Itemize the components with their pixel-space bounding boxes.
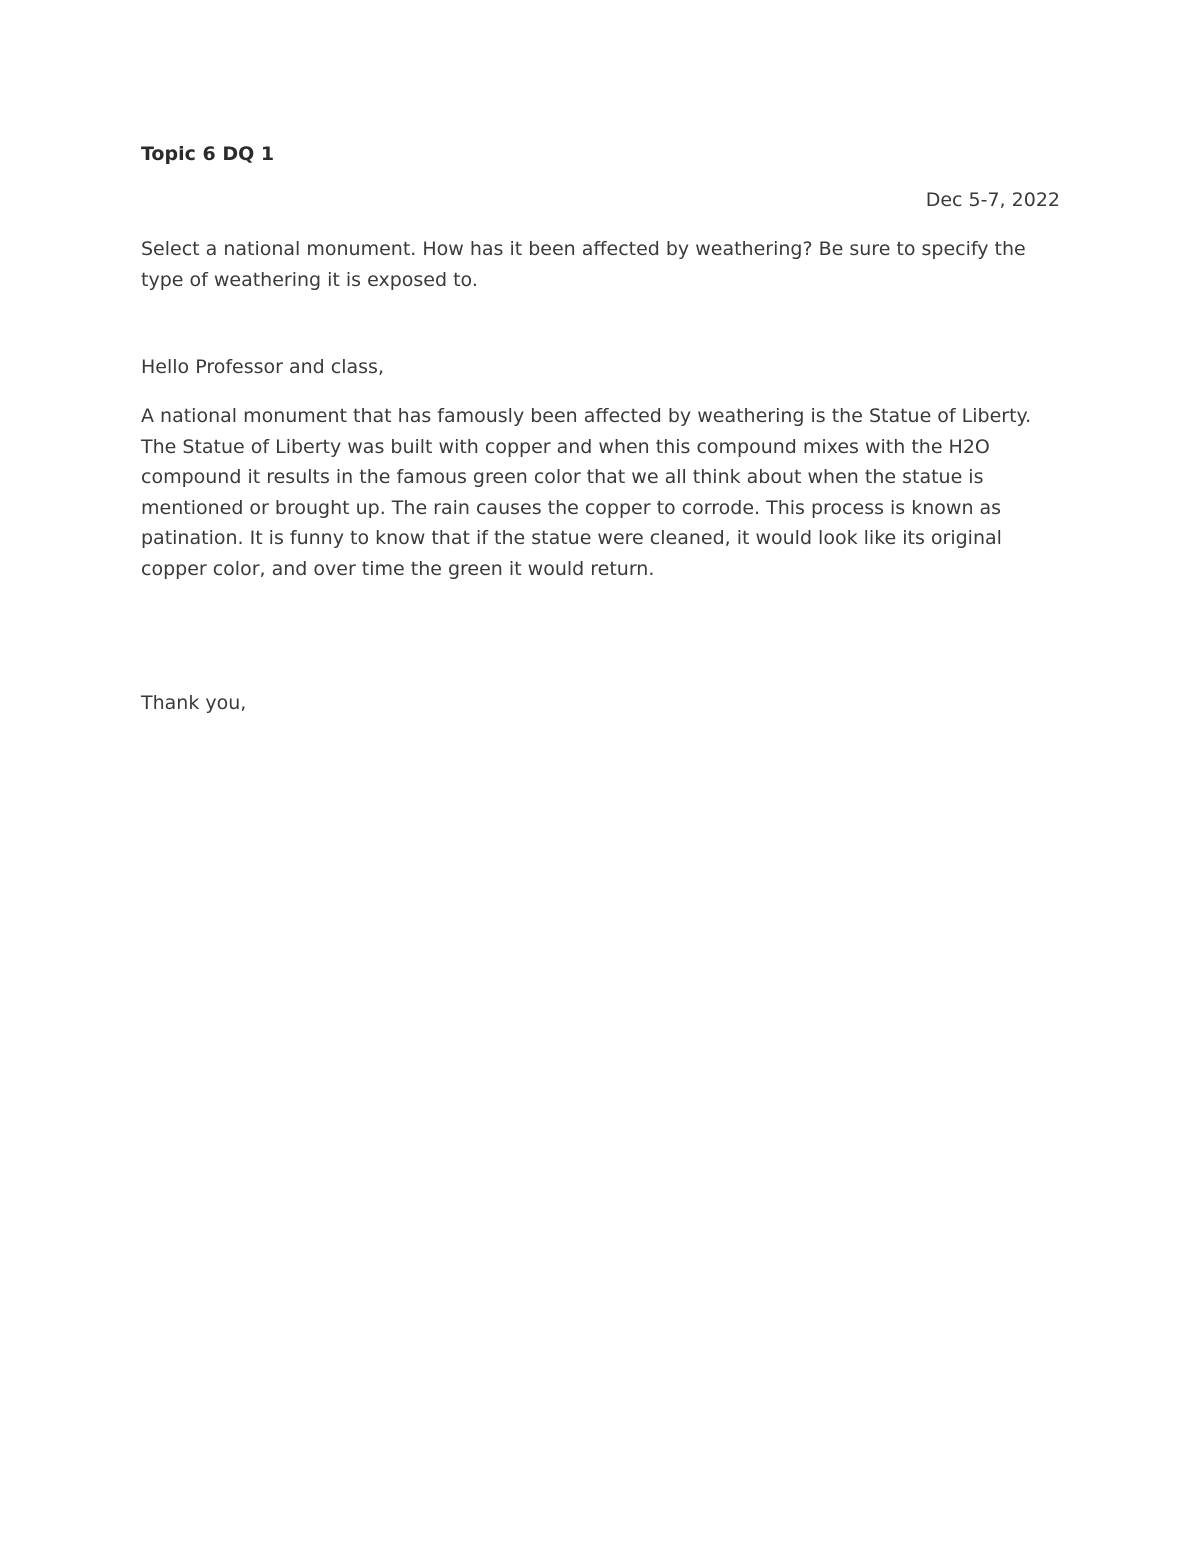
discussion-prompt <box>141 234 1060 295</box>
document-date: Dec 5-7, 2022 <box>925 189 1060 211</box>
paragraph-line: copper color, and over time the green it would return. <box>141 557 655 580</box>
closing: Thank you, <box>141 692 247 714</box>
document-title: Topic 6 DQ 1 <box>141 143 275 165</box>
paragraph-line: patination. It is funny to know that if the statue were cleaned, it would look like its original <box>141 527 1002 549</box>
prompt-line: Select a national monument. How has it been affected by weathering? Be sure to specify the <box>141 238 1026 260</box>
paragraph-line: A national monument that has famously been affected by weathering is the Statue of Liberty. <box>141 405 1032 427</box>
greeting: Hello Professor and class, <box>141 356 384 378</box>
response-paragraph <box>141 401 1060 584</box>
prompt-line: type of weathering it is exposed to. <box>141 268 478 291</box>
paragraph-line: compound it results in the famous green color that we all think about when the statue is <box>141 466 984 488</box>
paragraph-line: The Statue of Liberty was built with copper and when this compound mixes with the H2O <box>141 435 990 458</box>
paragraph-line: mentioned or brought up. The rain causes the copper to corrode. This process is known as <box>141 496 1002 519</box>
